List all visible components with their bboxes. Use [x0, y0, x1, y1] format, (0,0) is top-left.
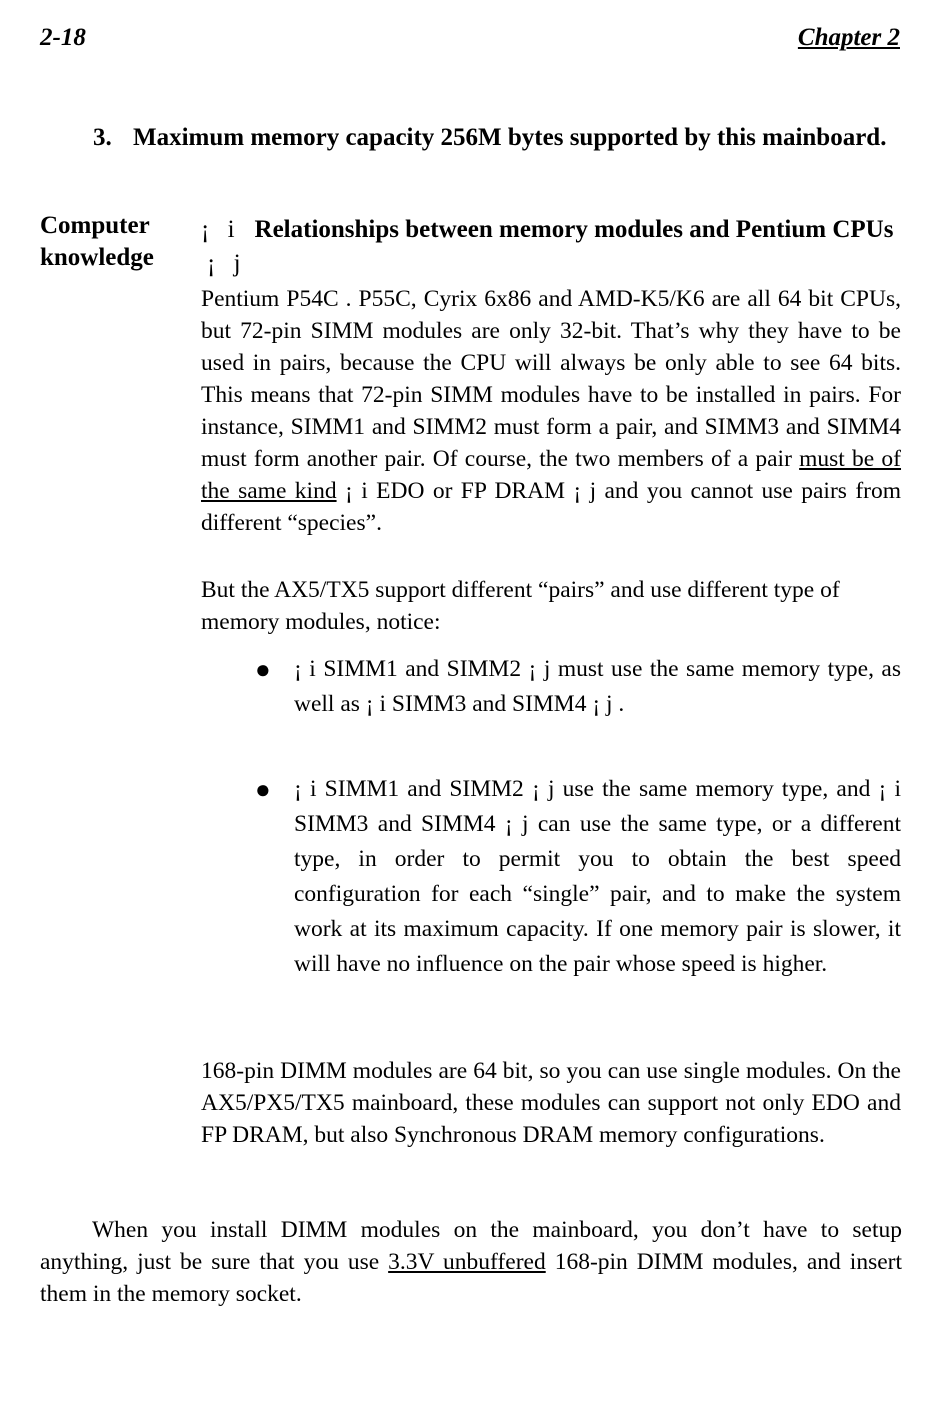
page-number: 2-18	[40, 24, 86, 51]
paragraph-1-underlined: must be of the same kind	[201, 446, 902, 504]
paragraph-4	[40, 1214, 902, 1310]
item-number: 3.	[93, 124, 112, 151]
paragraph-4-text-a: When you install DIMM modules on the mainboard, you don’t have to setup anything, just be sure that you use	[40, 1217, 902, 1275]
close-glyph: ¡ j	[207, 250, 247, 277]
bullet-item-2	[255, 772, 901, 982]
sidebar-label	[40, 210, 154, 274]
paragraph-1-text-a: Pentium P54C . P55C, Cyrix 6x86 and AMD-K5/K6 are all 64 bit CPUs, but 72-pin SIMM modules are only 32-bit. That’s why they have to be used in pairs, because the CPU will always be only able to see 64 bits. This means that 72-pin SIMM modules have to be installed in pairs. For instance, SIMM1 and SIMM2 must form a pair, and SIMM3 and SIMM4 must form another pair. Of course, the two members of a pair	[201, 286, 901, 472]
bullet-text-1: ¡ i SIMM1 and SIMM2 ¡ j must use the same memory type, as well as ¡ i SIMM3 and SIMM4 ¡ j .	[294, 656, 901, 717]
sidebar-line-2: knowledge	[40, 244, 154, 271]
paragraph-4-underlined: 3.3V unbuffered	[388, 1249, 546, 1275]
section-title: Relationships between memory modules and Pentium CPUs	[254, 216, 894, 243]
paragraph-2: But the AX5/TX5 support different “pairs” and use different type of memory modules, notice:	[201, 577, 840, 635]
bullet-dot-1: ●	[255, 655, 271, 684]
paragraph-4-text-b: 168-pin DIMM modules, and insert them in the memory socket.	[40, 1249, 902, 1307]
paragraph-3: 168-pin DIMM modules are 64 bit, so you can use single modules. On the AX5/PX5/TX5 mainboard, these modules can support not only EDO and FP DRAM, but also Synchronous DRAM memory configurations.	[201, 1058, 901, 1148]
item-text: Maximum memory capacity 256M bytes supported by this mainboard.	[133, 124, 887, 151]
paragraph-1	[201, 283, 901, 539]
numbered-item	[93, 122, 893, 154]
paragraph-1-text-b: ¡ i EDO or FP DRAM ¡ j and you cannot use pairs from different “species”.	[201, 478, 901, 536]
chapter-title: Chapter 2	[797, 24, 900, 51]
bullet-dot-2: ●	[255, 775, 271, 804]
sidebar-line-1: Computer	[40, 212, 150, 239]
open-glyph: ¡ i	[201, 216, 241, 243]
bullet-item-1	[255, 652, 901, 722]
bullet-text-2: ¡ i SIMM1 and SIMM2 ¡ j use the same memory type, and ¡ i SIMM3 and SIMM4 ¡ j can use the same type, or a different type, in order to permit you to obtain the best speed configuration for each “single” pair, and to make the system work at its maximum capacity. If one memory pair is slower, it will have no influence on the pair whose speed is higher.	[294, 776, 901, 977]
section-heading	[201, 213, 901, 281]
